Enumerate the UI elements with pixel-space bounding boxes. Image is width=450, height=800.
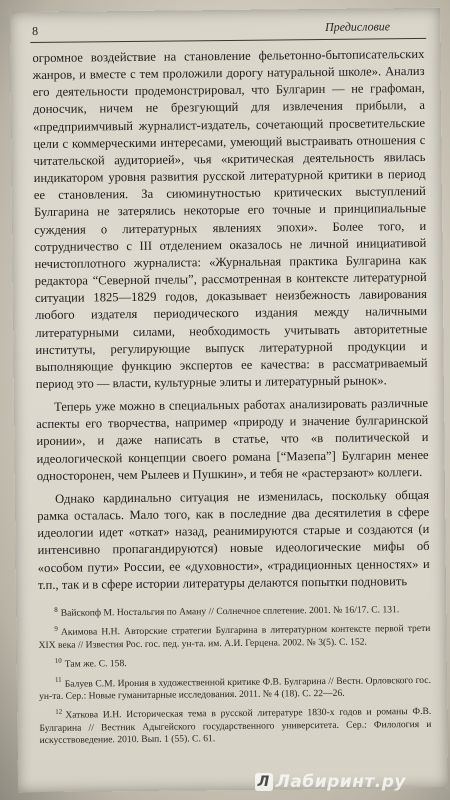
footnote-number: 10 bbox=[54, 656, 62, 665]
page-number: 8 bbox=[32, 23, 39, 39]
footnote-number: 9 bbox=[54, 625, 58, 634]
footnote-text: Балуев С.М. Ирония в художественной критике Ф.В. Булгарина // Вестн. Орловского гос. ун-та. Сер.: Новые гуманитарные исследования. 2011. № 4 (18). С. 22—26. bbox=[39, 674, 432, 703]
body-text bbox=[32, 46, 430, 594]
footnote-text: Вайскопф М. Ностальгия по Аману // Солнечное сплетение. 2001. № 16/17. С. 131. bbox=[60, 604, 400, 619]
paragraph: огромное воздействие на становление фельетонно-бытописательских жанров, и вместе с тем проложили дорогу натуральной школе». Анализ его деятельности продемонстрировал, что Булгарин — не графоман, доносчик, ничем не брезгующий для извлечения прибыли, а «предприимчивый журналист-издатель, сочетающий просветительские цели с коммерческими интересами, умеющий выстраивать отношения с читательской аудиторией», чья «критическая деятельность явилась индикатором уровня развития русской литературной критики в период ее становления. За сиюминутностью критических выступлений Булгарина не затерялись некоторые его точные и принципиальные суждения о литературных явлениях эпохи». Более того, и сотрудничество с III отделением оказалось не личной инициативой нечистоплотного журналиста: «Журнальная практика Булгарина как редактора “Северной пчелы”, рассмотренная в контексте литературной ситуации 1825—1829 годов, доказывает неизбежность лавирования любого издателя периодического издания между наличными литературными силами, необходимость учитывать авторитетные институты, регулирующие выпуск литературной продукции и выполняющие функцию экспертов ее качества: в рассматриваемый период это — власти, культурные элиты и литературный рынок». bbox=[32, 46, 428, 391]
paragraph: Теперь уже можно в специальных работах анализировать различные аспекты его творчества, например «природу и значение булгаринской иронии», и даже написать в статье, что «в политической и идеологической концепции своего романа [“Мазепа”] Булгарин менее односторонен, чем Рылеев и Пушкин», и тебя не «растерзают» коллеги. bbox=[36, 396, 429, 483]
footnotes bbox=[38, 604, 432, 755]
running-head: Предисловие bbox=[325, 19, 391, 34]
footnote-number: 11 bbox=[54, 676, 62, 685]
page-header bbox=[30, 18, 426, 43]
footnote-number: 8 bbox=[54, 605, 58, 614]
footnote bbox=[38, 623, 430, 652]
paragraph: Однако кардинально ситуация не изменилась, поскольку общая рамка осталась. Мало того, как в последние два десятилетия в сфере идеологии идет «откат» назад, реанимируются старые и создаются (и интенсивно пропагандируются) новые идеологические мифы об «особом пути» России, ее «духовности», «традиционных ценностях» и т.п., так и в сфере истории литературы делаются попытки подновить bbox=[37, 487, 430, 592]
watermark-text: Лабиринт.ру bbox=[275, 772, 406, 792]
book-page bbox=[10, 8, 448, 792]
footnote-text: Хаткова И.Н. Историческая тема в русской литературе 1830-х годов и романы Ф.В. Булгарина // Вестник Адыгейского государственного университета. Сер.: Филология и искусствоведение. 2010. Вып. 1 (55). С. 61. bbox=[39, 706, 432, 747]
footnote bbox=[39, 675, 431, 704]
footnote-text: Акимова Н.Н. Авторские стратегии Булгарина в литературном контексте первой трети XIX века // Известия Рос. гос. пед. ун-та. им. А.И. Герцена. 2002. № 3(5). С. 152. bbox=[38, 623, 431, 651]
footnote-number: 12 bbox=[55, 708, 63, 717]
footnote-text: Там же. С. 158. bbox=[64, 658, 127, 670]
footnote bbox=[39, 706, 431, 747]
footnote bbox=[38, 604, 430, 621]
labirint-logo-icon: Л bbox=[255, 773, 273, 791]
footnote bbox=[39, 655, 431, 672]
labirint-watermark bbox=[255, 772, 406, 792]
